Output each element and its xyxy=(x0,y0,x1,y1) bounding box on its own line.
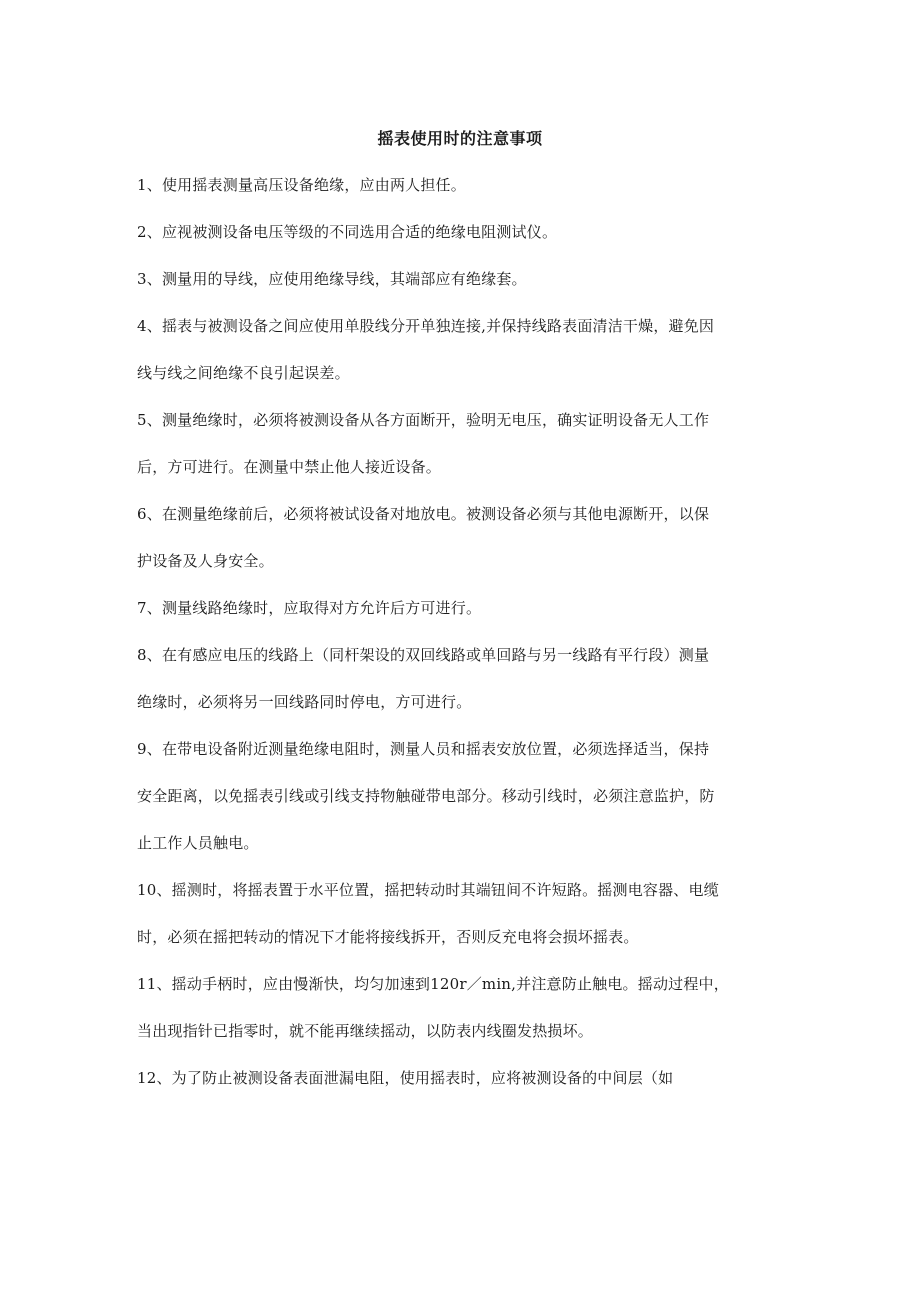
item-text-line: 止工作人员触电。 xyxy=(137,834,259,852)
list-item xyxy=(137,217,797,247)
item-text-line: 1、使用摇表测量高压设备绝缘，应由两人担任。 xyxy=(137,176,466,194)
list-item xyxy=(137,264,797,294)
item-text-line: 线与线之间绝缘不良引起误差。 xyxy=(137,364,350,382)
item-text-line: 4、摇表与被测设备之间应使用单股线分开单独连接,并保持线路表面清洁干燥，避免因 xyxy=(137,317,715,335)
item-text-line: 时，必须在摇把转动的情况下才能将接线拆开，否则反充电将会损坏摇表。 xyxy=(137,928,639,946)
item-text-line: 12、为了防止被测设备表面泄漏电阻，使用摇表时，应将被测设备的中间层（如 xyxy=(137,1069,674,1087)
item-text-line: 当出现指针已指零时，就不能再继续摇动，以防表内线圈发热损坏。 xyxy=(137,1022,594,1040)
list-item xyxy=(137,311,797,388)
list-item xyxy=(137,640,797,717)
item-text-line: 安全距离，以免摇表引线或引线支持物触碰带电部分。移动引线时，必须注意监护，防 xyxy=(137,787,715,805)
item-text-line: 2、应视被测设备电压等级的不同选用合适的绝缘电阻测试仪。 xyxy=(137,223,558,241)
list-item xyxy=(137,170,797,200)
document-body xyxy=(137,170,797,1110)
list-item xyxy=(137,499,797,576)
item-text-line: 8、在有感应电压的线路上（同杆架设的双回线路或单回路与另一线路有平行段）测量 xyxy=(137,646,710,664)
list-item xyxy=(137,1063,797,1093)
document-title: 摇表使用时的注意事项 xyxy=(377,129,543,148)
list-item xyxy=(137,405,797,482)
item-text-line: 3、测量用的导线，应使用绝缘导线，其端部应有绝缘套。 xyxy=(137,270,527,288)
item-text-line: 5、测量绝缘时，必须将被测设备从各方面断开，验明无电压，确实证明设备无人工作 xyxy=(137,411,710,429)
list-item xyxy=(137,969,797,1046)
list-item xyxy=(137,734,797,858)
item-text-line: 护设备及人身安全。 xyxy=(137,552,274,570)
list-item xyxy=(137,875,797,952)
item-text-line: 后，方可进行。在测量中禁止他人接近设备。 xyxy=(137,458,442,476)
item-text-line: 11、摇动手柄时，应由慢渐快，均匀加速到120r／min,并注意防止触电。摇动过程中， xyxy=(137,975,729,993)
item-text-line: 绝缘时，必须将另一回线路同时停电，方可进行。 xyxy=(137,693,472,711)
item-text-line: 6、在测量绝缘前后，必须将被试设备对地放电。被测设备必须与其他电源断开，以保 xyxy=(137,505,710,523)
item-text-line: 10、摇测时，将摇表置于水平位置，摇把转动时其端钮间不许短路。摇测电容器、电缆 xyxy=(137,881,719,899)
item-text-line: 7、测量线路绝缘时，应取得对方允许后方可进行。 xyxy=(137,599,482,617)
item-text-line: 9、在带电设备附近测量绝缘电阻时，测量人员和摇表安放位置，必须选择适当，保持 xyxy=(137,740,710,758)
list-item xyxy=(137,593,797,623)
